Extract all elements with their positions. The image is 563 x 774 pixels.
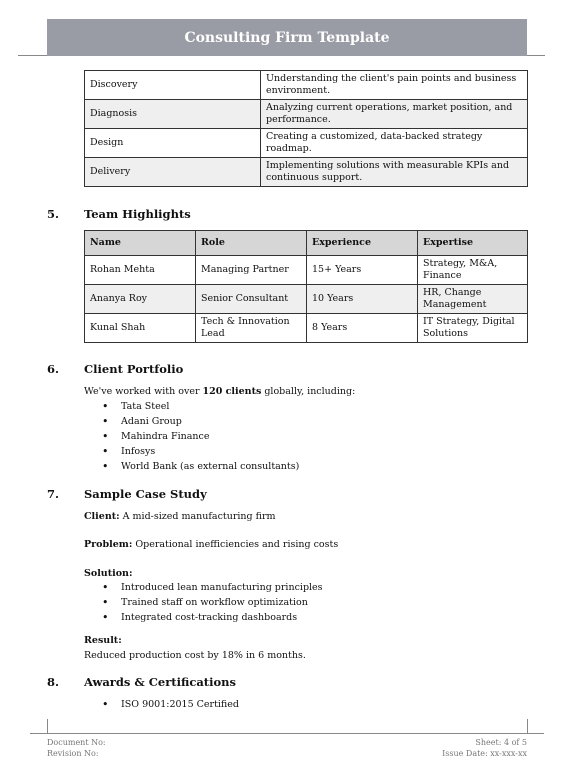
phases-table [84, 70, 528, 187]
phase-name: Discovery [85, 71, 261, 100]
table-cell: Rohan Mehta [85, 256, 196, 285]
footer-right [442, 737, 527, 759]
phase-desc: Understanding the client's pain points and business environment. [261, 71, 528, 100]
solution-list [84, 580, 323, 625]
header-rule-right [527, 55, 545, 56]
list-item: • Tata Steel [84, 399, 299, 414]
table-cell: 8 Years [307, 314, 418, 343]
awards-list [84, 697, 239, 712]
column-header: Name [85, 231, 196, 256]
footer-corner-left [47, 719, 48, 734]
column-header: Experience [307, 231, 418, 256]
table-row [85, 100, 528, 129]
intro-highlight: 120 clients [202, 386, 262, 397]
list-item: • Infosys [84, 444, 299, 459]
list-item: • Introduced lean manufacturing principles [84, 580, 323, 595]
section-number: 5. [47, 207, 60, 221]
section-title: Team Highlights [84, 207, 191, 221]
page-title: Consulting Firm Template [184, 29, 390, 46]
field-label: Client: [84, 511, 120, 522]
table-header-row [85, 231, 528, 256]
phase-name: Delivery [85, 158, 261, 187]
table-cell: 15+ Years [307, 256, 418, 285]
field-label: Problem: [84, 539, 133, 550]
table-cell: IT Strategy, Digital Solutions [418, 314, 528, 343]
field-label: Result: [84, 635, 122, 646]
case-problem [84, 537, 338, 552]
column-header: Role [196, 231, 307, 256]
case-result-label [84, 633, 122, 648]
list-item: • Integrated cost-tracking dashboards [84, 610, 323, 625]
footer-corner-right [527, 719, 528, 734]
footer-rule [47, 733, 527, 734]
list-item: • Trained staff on workflow optimization [84, 595, 323, 610]
intro-text: globally, including: [261, 386, 356, 397]
table-cell: Senior Consultant [196, 285, 307, 314]
section-heading-awards [47, 675, 236, 689]
table-cell: Ananya Roy [85, 285, 196, 314]
sheet-number: Sheet: 4 of 5 [475, 738, 527, 747]
column-header: Expertise [418, 231, 528, 256]
document-number: Document No: [47, 738, 106, 747]
list-item: • Mahindra Finance [84, 429, 299, 444]
table-row [85, 256, 528, 285]
section-number: 7. [47, 487, 60, 501]
field-value: A mid-sized manufacturing firm [119, 511, 276, 522]
table-row [85, 158, 528, 187]
section-title: Client Portfolio [84, 362, 184, 376]
case-solution-label [84, 566, 132, 581]
issue-date: Issue Date: xx-xxx-xx [442, 749, 527, 758]
field-value: Operational inefficiencies and rising costs [132, 539, 339, 550]
section-number: 6. [47, 362, 60, 376]
client-list [84, 399, 299, 474]
table-cell: HR, Change Management [418, 285, 528, 314]
revision-number: Revision No: [47, 749, 99, 758]
table-row [85, 314, 528, 343]
footer-left [47, 737, 106, 759]
table-row [85, 71, 528, 100]
table-cell: Managing Partner [196, 256, 307, 285]
page-header [47, 19, 527, 56]
phase-desc: Implementing solutions with measurable KPIs and continuous support. [261, 158, 528, 187]
table-row [85, 285, 528, 314]
phase-desc: Creating a customized, data-backed strategy roadmap. [261, 129, 528, 158]
table-cell: 10 Years [307, 285, 418, 314]
footer-tick-left [30, 733, 47, 734]
list-item: • ISO 9001:2015 Certified [84, 697, 239, 712]
list-item: • World Bank (as external consultants) [84, 459, 299, 474]
section-title: Sample Case Study [84, 487, 207, 501]
section-number: 8. [47, 675, 60, 689]
phase-name: Design [85, 129, 261, 158]
list-item: • Adani Group [84, 414, 299, 429]
section-heading-portfolio [47, 362, 183, 376]
phase-name: Diagnosis [85, 100, 261, 129]
portfolio-intro [84, 384, 355, 399]
section-heading-case-study [47, 487, 207, 501]
team-table [84, 230, 528, 343]
case-client [84, 509, 276, 524]
intro-text: We've worked with over [84, 386, 203, 397]
phase-desc: Analyzing current operations, market position, and performance. [261, 100, 528, 129]
table-cell: Strategy, M&A, Finance [418, 256, 528, 285]
table-row [85, 129, 528, 158]
header-rule-left [18, 55, 47, 56]
section-heading-team [47, 207, 191, 221]
footer-tick-right [527, 733, 544, 734]
field-label: Solution: [84, 568, 133, 579]
case-result: Reduced production cost by 18% in 6 months. [84, 650, 306, 661]
table-cell: Tech & Innovation Lead [196, 314, 307, 343]
table-cell: Kunal Shah [85, 314, 196, 343]
section-title: Awards & Certifications [84, 675, 236, 689]
